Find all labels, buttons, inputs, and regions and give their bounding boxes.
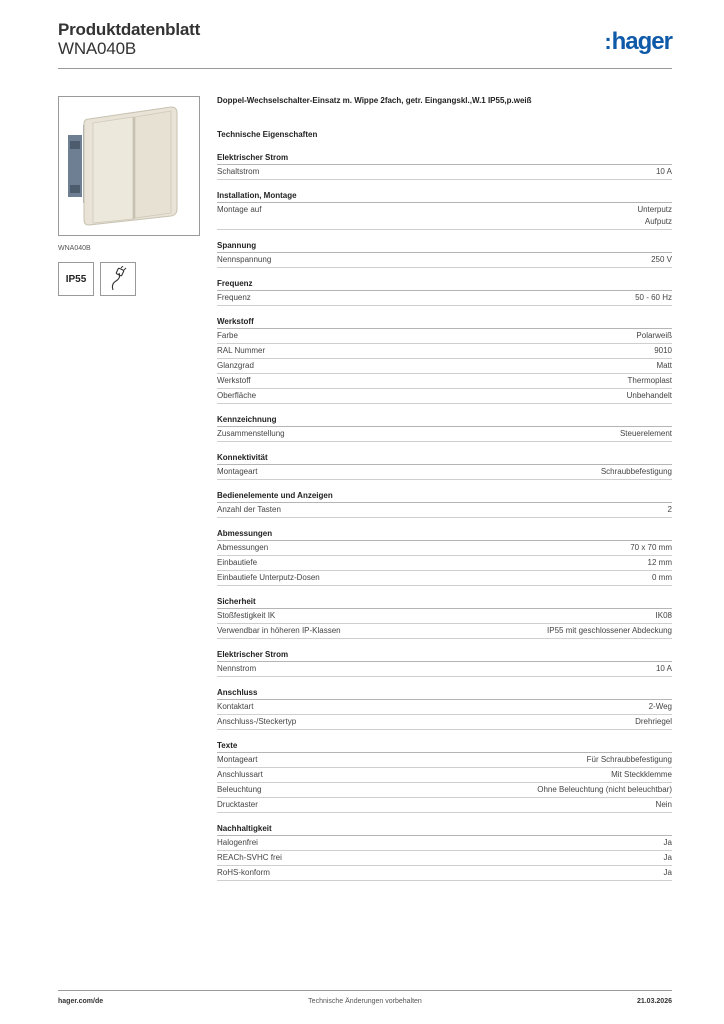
property-key: Montageart (217, 755, 258, 764)
property-key: Werkstoff (217, 376, 251, 385)
section-title: Werkstoff (217, 316, 672, 329)
article-number: WNA040B (58, 39, 136, 58)
property-value-line: 10 A (655, 167, 672, 176)
technical-properties-heading: Technische Eigenschaften (217, 130, 318, 139)
property-value (656, 166, 672, 178)
property-section (217, 190, 672, 230)
property-key: RoHS-konform (217, 868, 270, 877)
property-row (217, 866, 672, 881)
property-key: Stoßfestigkeit IK (217, 611, 276, 620)
property-value (627, 390, 672, 402)
property-row (217, 768, 672, 783)
property-value-line: 0 mm (652, 573, 672, 582)
header-divider (58, 68, 672, 69)
property-value (654, 345, 672, 357)
property-value (664, 867, 672, 879)
property-value-line: Drehriegel (635, 717, 672, 726)
property-section (217, 316, 672, 404)
property-value-line: IP55 mit geschlossener Abdeckung (547, 626, 672, 635)
section-title: Installation, Montage (217, 190, 672, 203)
property-sections (217, 152, 672, 881)
section-title: Konnektivität (217, 452, 672, 465)
property-value-line: 12 mm (647, 558, 672, 567)
section-title: Elektrischer Strom (217, 649, 672, 662)
property-row (217, 715, 672, 730)
property-value (648, 557, 672, 569)
property-value-line: Ja (663, 838, 672, 847)
footer-notice: Technische Änderungen vorbehalten (308, 998, 422, 1005)
property-value-line: IK08 (655, 611, 672, 620)
property-value (664, 837, 672, 849)
section-title: Spannung (217, 240, 672, 253)
property-value (611, 769, 672, 781)
property-section (217, 687, 672, 730)
section-title: Abmessungen (217, 528, 672, 541)
property-value-line: Für Schraubbefestigung (586, 755, 672, 764)
section-title: Anschluss (217, 687, 672, 700)
property-value (649, 701, 672, 713)
product-details (217, 96, 672, 891)
property-section (217, 152, 672, 180)
property-value (656, 360, 672, 372)
property-value (620, 428, 672, 440)
section-title: Kennzeichnung (217, 414, 672, 427)
section-title: Elektrischer Strom (217, 152, 672, 165)
property-section (217, 823, 672, 881)
property-value (601, 466, 672, 478)
property-value-line: 50 - 60 Hz (635, 293, 672, 302)
property-section (217, 740, 672, 813)
property-row (217, 291, 672, 306)
property-value-line: Aufputz (644, 217, 672, 226)
property-value-line: Thermoplast (627, 376, 672, 385)
section-title: Frequenz (217, 278, 672, 291)
property-value (635, 292, 672, 304)
property-key: Schaltstrom (217, 167, 260, 176)
property-row (217, 783, 672, 798)
property-row (217, 203, 672, 230)
property-key: Anschluss-/Steckertyp (217, 717, 297, 726)
property-key: REACh-SVHC frei (217, 853, 282, 862)
property-row (217, 329, 672, 344)
property-value-line: Matt (656, 361, 672, 370)
logo-text: hager (611, 28, 672, 55)
section-title: Bedienelemente und Anzeigen (217, 490, 672, 503)
property-section (217, 649, 672, 677)
property-row (217, 624, 672, 639)
property-row (217, 344, 672, 359)
property-value (537, 784, 672, 796)
property-row (217, 556, 672, 571)
property-value (664, 852, 672, 864)
property-section (217, 452, 672, 480)
property-key: Farbe (217, 331, 238, 340)
product-description: Doppel-Wechselschalter-Einsatz m. Wippe 2fach, getr. Eingangskl.,W.1 IP55,p.weiß (217, 96, 532, 105)
property-key: Oberfläche (217, 391, 257, 400)
property-key: Nennspannung (217, 255, 272, 264)
cable-plug-icon (100, 262, 136, 296)
property-key: Einbautiefe Unterputz-Dosen (217, 573, 320, 582)
property-value (656, 799, 672, 811)
property-row (217, 465, 672, 480)
property-key: Abmessungen (217, 543, 269, 552)
property-key: Nennstrom (217, 664, 257, 673)
property-key: Glanzgrad (217, 361, 254, 370)
property-key: Drucktaster (217, 800, 258, 809)
property-value (587, 754, 672, 766)
property-value (636, 330, 672, 342)
property-key: RAL Nummer (217, 346, 266, 355)
property-value-line: 9010 (654, 346, 672, 355)
property-value-line: 70 x 70 mm (630, 543, 672, 552)
property-row (217, 503, 672, 518)
property-key: Anschlussart (217, 770, 263, 779)
property-value-line: 10 A (655, 664, 672, 673)
property-row (217, 798, 672, 813)
property-value (630, 542, 672, 554)
property-key: Einbautiefe (217, 558, 258, 567)
property-value-line: 2-Weg (648, 702, 672, 711)
property-key: Zusammenstellung (217, 429, 285, 438)
property-value-line: Ohne Beleuchtung (nicht beleuchtbar) (537, 785, 672, 794)
property-row (217, 851, 672, 866)
property-value-line: Steuerelement (619, 429, 672, 438)
property-value (547, 625, 672, 637)
ip55-badge: IP55 (58, 262, 94, 296)
footer-divider (58, 990, 672, 991)
property-value (635, 716, 672, 728)
section-title: Texte (217, 740, 672, 753)
property-section (217, 240, 672, 268)
property-key: Halogenfrei (217, 838, 258, 847)
product-image (58, 96, 200, 236)
property-key: Montage auf (217, 205, 262, 214)
property-value (652, 572, 672, 584)
property-section (217, 596, 672, 639)
property-row (217, 427, 672, 442)
property-value (628, 375, 672, 387)
property-key: Frequenz (217, 293, 251, 302)
property-value (656, 610, 672, 622)
property-key: Montageart (217, 467, 258, 476)
section-title: Nachhaltigkeit (217, 823, 672, 836)
section-title: Sicherheit (217, 596, 672, 609)
property-key: Beleuchtung (217, 785, 262, 794)
property-section (217, 414, 672, 442)
property-row (217, 165, 672, 180)
property-value-line: Unterputz (637, 205, 672, 214)
property-row (217, 571, 672, 586)
property-row (217, 609, 672, 624)
switch-illustration (59, 97, 199, 235)
logo-colon: : (604, 29, 611, 54)
page-header (58, 20, 672, 68)
property-value-line: Unbehandelt (626, 391, 672, 400)
property-section (217, 528, 672, 586)
property-value-line: Ja (663, 868, 672, 877)
property-value (656, 663, 672, 675)
property-row (217, 700, 672, 715)
footer-website: hager.com/de (58, 998, 104, 1005)
property-row (217, 662, 672, 677)
document-title: Produktdatenblatt (58, 20, 201, 39)
property-value-line: 250 V (651, 255, 672, 264)
property-row (217, 253, 672, 268)
property-row (217, 541, 672, 556)
property-key: Kontaktart (217, 702, 254, 711)
property-value-line: Schraubbefestigung (600, 467, 672, 476)
property-value (637, 204, 672, 228)
property-value-line: Nein (655, 800, 672, 809)
property-value-line: Mit Steckklemme (611, 770, 672, 779)
property-value-line: Polarweiß (636, 331, 672, 340)
property-value (668, 504, 672, 516)
property-row (217, 359, 672, 374)
property-key: Anzahl der Tasten (217, 505, 281, 514)
property-value (651, 254, 672, 266)
property-row (217, 836, 672, 851)
property-key: Verwendbar in höheren IP-Klassen (217, 626, 341, 635)
property-row (217, 389, 672, 404)
badge-row (58, 262, 200, 296)
product-caption: WNA040B (58, 245, 91, 252)
hager-logo (604, 28, 672, 56)
property-row (217, 374, 672, 389)
property-value-line: 2 (667, 505, 672, 514)
property-section (217, 278, 672, 306)
product-sidebar (58, 96, 200, 296)
property-section (217, 490, 672, 518)
property-row (217, 753, 672, 768)
footer-date: 21.03.2026 (636, 998, 672, 1005)
property-value-line: Ja (663, 853, 672, 862)
